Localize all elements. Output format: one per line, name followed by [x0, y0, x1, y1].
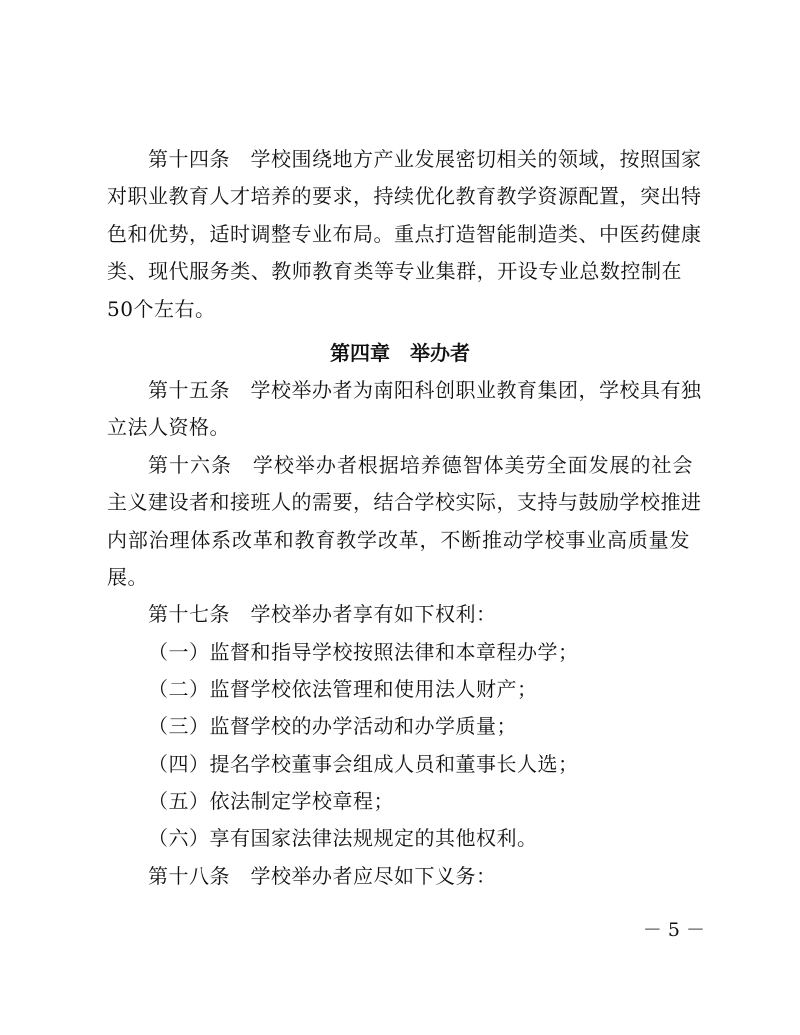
article-14-line-2: 对职业教育人才培养的要求，持续优化教育教学资源配置，突出特 [107, 184, 702, 208]
article-17-item-1: （一）监督和指导学校按照法律和本章程办学； [148, 640, 579, 664]
chapter-heading: 第四章 举办者 [330, 341, 470, 365]
article-16-line-4: 展。 [107, 565, 148, 589]
article-14-line-1: 第十四条 学校围绕地方产业发展密切相关的领域，按照国家 [148, 147, 702, 171]
article-14-line-3: 色和优势，适时调整专业布局。重点打造智能制造类、中医药健康 [107, 222, 702, 246]
article-14-line-4: 类、现代服务类、教师教育类等专业集群，开设专业总数控制在 [107, 259, 682, 283]
article-17-item-3: （三）监督学校的办学活动和办学质量； [148, 714, 517, 738]
article-17-intro: 第十七条 学校举办者享有如下权利： [148, 602, 497, 626]
article-14-line-5: 50个左右。 [107, 297, 216, 321]
article-16-line-1: 第十六条 学校举办者根据培养德智体美劳全面发展的社会 [148, 453, 693, 477]
article-17-item-4: （四）提名学校董事会组成人员和董事长人选； [148, 752, 579, 776]
page-number: － 5 － [642, 919, 705, 941]
article-16-line-3: 内部治理体系改革和教育教学改革，不断推动学校事业高质量发 [107, 528, 690, 552]
article-15-line-2: 立法人资格。 [107, 415, 230, 439]
article-15-line-1: 第十五条 学校举办者为南阳科创职业教育集团，学校具有独 [148, 378, 702, 402]
article-17-item-5: （五）依法制定学校章程； [148, 789, 394, 813]
article-16-line-2: 主义建设者和接班人的需要，结合学校实际，支持与鼓励学校推进 [107, 490, 702, 514]
article-18-intro: 第十八条 学校举办者应尽如下义务： [148, 864, 497, 888]
article-17-item-6: （六）享有国家法律法规规定的其他权利。 [148, 826, 538, 850]
article-17-item-2: （二）监督学校依法管理和使用法人财产； [148, 677, 538, 701]
